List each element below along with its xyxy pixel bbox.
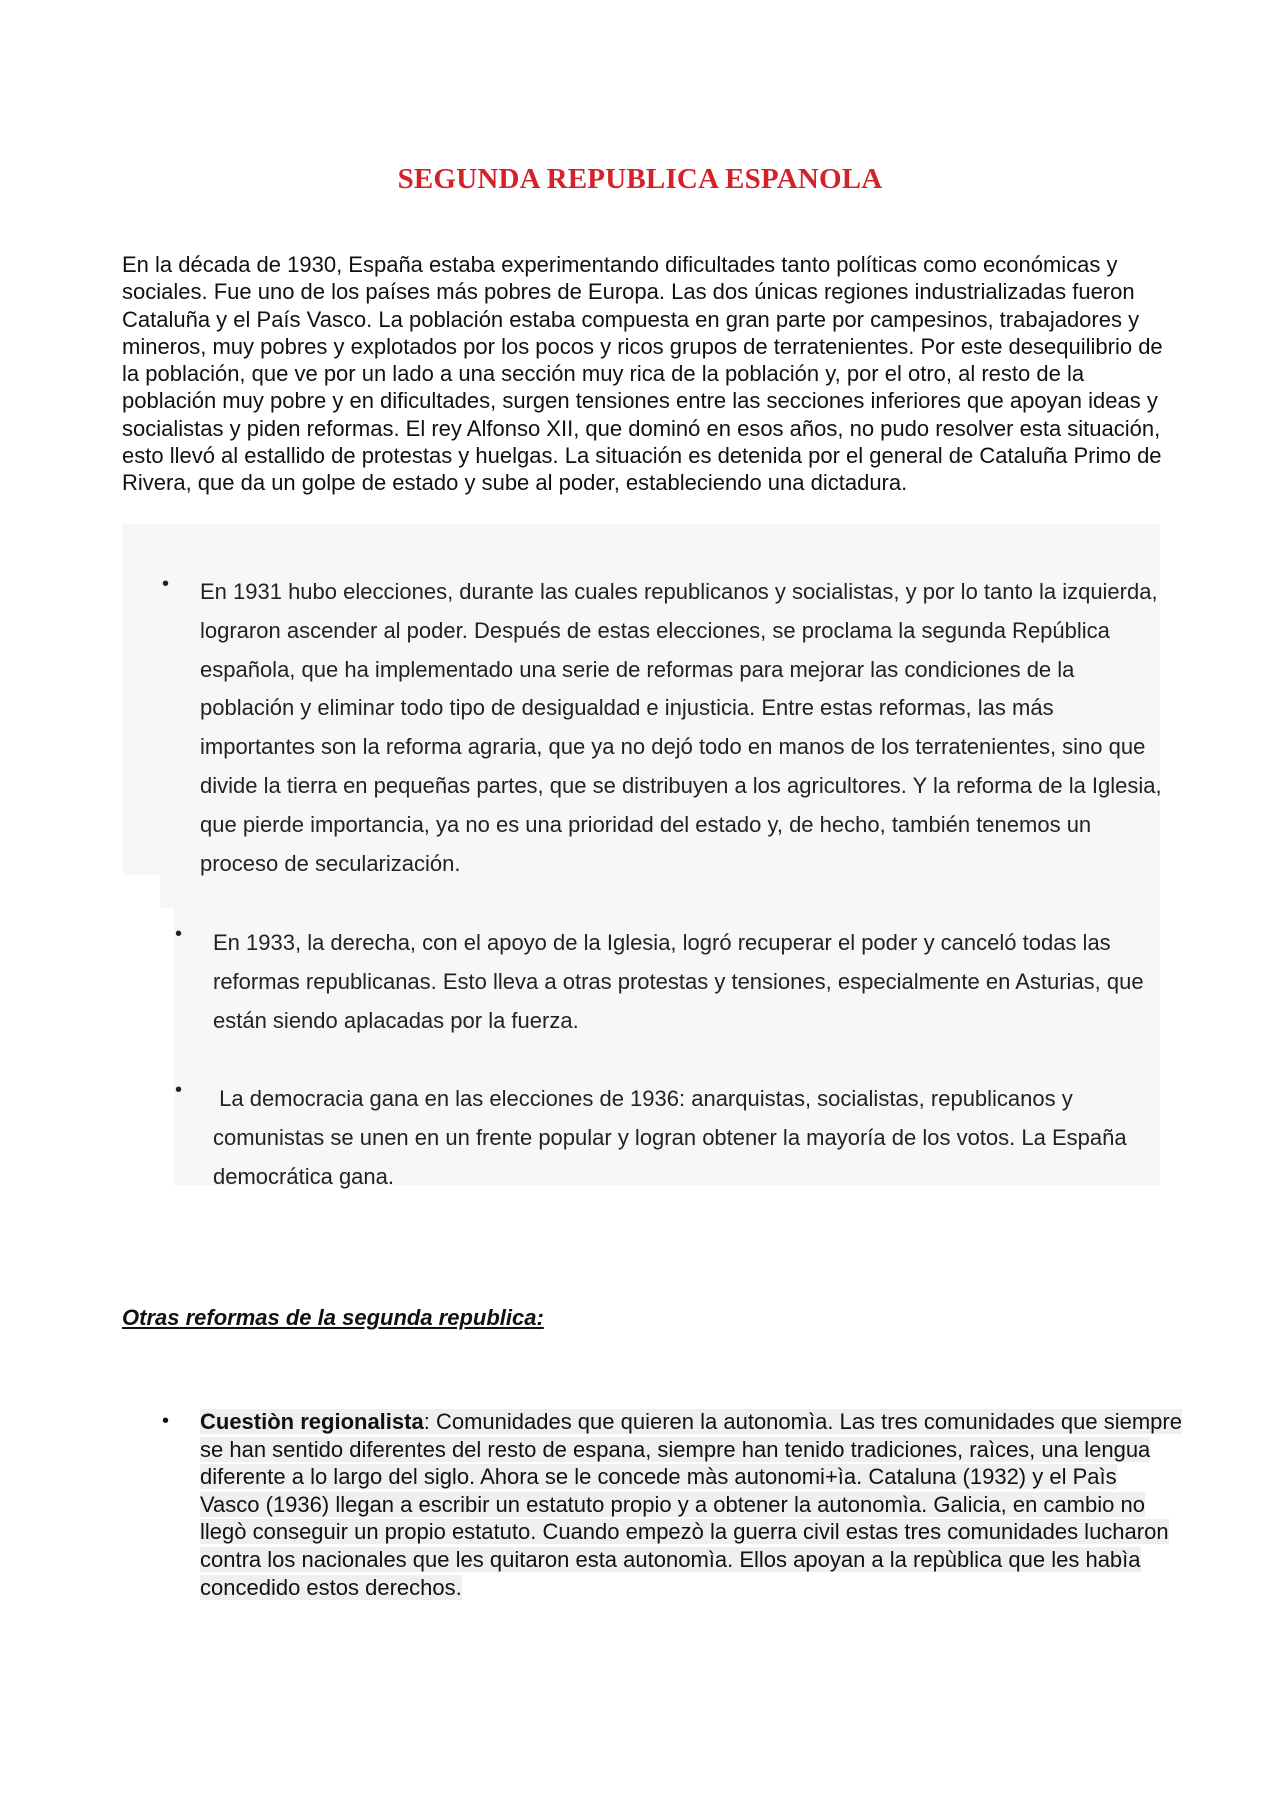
bullet-shade-top xyxy=(122,524,1160,559)
list-item xyxy=(162,573,1172,883)
list-item-text: La democracia gana en las elecciones de 1936: anarquistas, socialistas, republicanos y comunistas se unen en un frente popular y logran obtener la mayoría de los votos. La España democrática gana. xyxy=(213,1086,1133,1189)
list-item-text: En 1933, la derecha, con el apoyo de la Iglesia, logró recuperar el poder y canceló todas las reformas republicanas. Esto lleva a otras protestas y tensiones, especialmente en Asturias, que están siendo aplacadas por la fuerza. xyxy=(213,930,1144,1033)
bullet-icon: • xyxy=(162,573,170,595)
list-item xyxy=(175,1079,1175,1196)
bullet-icon: • xyxy=(175,1079,183,1101)
regional-list-item xyxy=(162,1408,1182,1601)
list-item-text: En 1931 hubo elecciones, durante las cuales republicanos y socialistas, y por lo tanto la izquierda, lograron ascender al poder. Después de estas elecciones, se proclama la segunda República española, que ha implementado una serie de reformas para mejorar las condiciones de la población y eliminar todo tipo de desigualdad e injusticia. Entre estas reformas, las más importantes son la reforma agraria, que ya no dejó todo en manos de los terratenientes, sino que divide la tierra en pequeñas partes, que se distribuyen a los agricultores. Y la reforma de la Iglesia, que pierde importancia, ya no es una prioridad del estado y, de hecho, también tenemos un proceso de secularización. xyxy=(200,579,1162,876)
page-title: SEGUNDA REPUBLICA ESPANOLA xyxy=(397,163,883,195)
bullet-shade-left-strip xyxy=(122,559,160,875)
regional-text: : Comunidades que quieren la autonomìa. Las tres comunidades que siempre se han sentido diferentes del resto de espana, siempre han tenido tradiciones, raìces, una lengua diferente a lo largo del siglo. Ahora se le concede màs autonomi+ìa. Cataluna (1932) y el Paìs Vasco (1936) llegan a escribir un estatuto propio y a obtener la autonomìa. Galicia, en cambio no llegò conseguir un propio estatuto. Cuando empezò la guerra civil estas tres comunidades lucharon contra los nacionales que les quitaron esta autonomìa. Ellos apoyan a la repùblica que les habìa concedido estos derechos. xyxy=(200,1409,1182,1600)
regional-label: Cuestiòn regionalista xyxy=(200,1409,424,1434)
bullet-icon: • xyxy=(175,923,183,945)
regional-text-block xyxy=(200,1408,1182,1601)
bullet-icon: • xyxy=(162,1410,170,1432)
list-item xyxy=(175,923,1175,1040)
intro-paragraph: En la década de 1930, España estaba experimentando dificultades tanto políticas como económicas y sociales. Fue uno de los países más pobres de Europa. Las dos únicas regiones industrializadas fueron Cataluña y el País Vasco. La población estaba compuesta en gran parte por campesinos, trabajadores y mineros, muy pobres y explotados por los pocos y ricos grupos de terratenientes. Por este desequilibrio de la población, que ve por un lado a una sección muy rica de la población y, por el otro, al resto de la población muy pobre y en dificultades, surgen tensiones entre las secciones inferiores que apoyan ideas y socialistas y piden reformas. El rey Alfonso XII, que dominó en esos años, no pudo resolver esta situación, esto llevó al estallido de protestas y huelgas. La situación es detenida por el general de Cataluña Primo de Rivera, que da un golpe de estado y sube al poder, estableciendo una dictadura. xyxy=(122,252,1163,496)
section-subheading: Otras reformas de la segunda republica: xyxy=(122,1305,544,1330)
